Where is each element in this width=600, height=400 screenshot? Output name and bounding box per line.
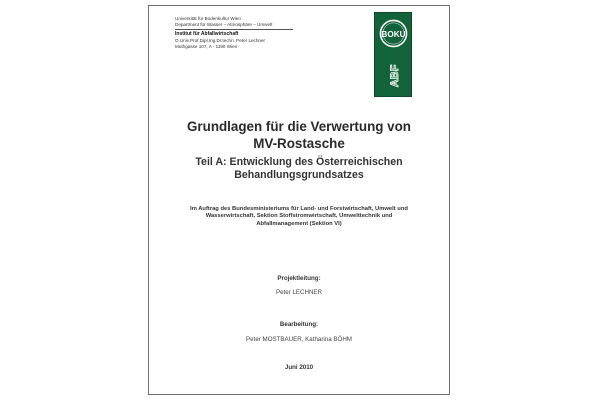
publication-date: Juni 2010 xyxy=(284,364,314,371)
commission-line-3: Abfallmanagement (Sektion VI) xyxy=(256,220,342,227)
department-name: Department für Wasser – Atmosphäre – Umwelt xyxy=(175,22,273,27)
institute-name: Institut für Abfallwirtschaft xyxy=(175,31,239,37)
subtitle-line-1: Teil A: Entwicklung des Österreichischen xyxy=(195,156,403,168)
document-page xyxy=(148,5,450,395)
processing-label: Bearbeitung: xyxy=(279,321,319,328)
title-line-1: Grundlagen für die Verwertung von xyxy=(187,119,411,134)
document-subtitle xyxy=(149,156,449,182)
commission-line-1: Im Auftrag des Bundesministeriums für Land- und Forstwirtschaft, Umwelt und xyxy=(190,206,408,212)
professor-name: O.Univ.Prof.Dipl.Ing.Dr.techn. Peter Lechner xyxy=(175,38,266,43)
processing-names: Peter MOSTBAUER, Katharina BÖHM xyxy=(246,336,352,343)
project-lead-label: Projektleitung: xyxy=(277,275,321,282)
seal-text: BOKU xyxy=(381,29,406,39)
boku-abf-logo xyxy=(374,12,412,97)
abf-mark-icon xyxy=(379,59,409,93)
commission-statement xyxy=(179,206,419,228)
commission-line-2: Wasserwirtschaft, Sektion Stoffstromwirtschaft, Umwelttechnik und xyxy=(205,213,393,220)
project-lead-name: Peter LECHNER xyxy=(275,289,323,296)
boku-seal-icon xyxy=(379,19,408,48)
subtitle-line-2: Behandlungsgrundsatzes xyxy=(234,169,364,181)
abf-mark-text: ABF xyxy=(389,64,401,88)
document-title xyxy=(149,118,449,152)
header-divider xyxy=(175,29,293,30)
university-name: Universität für Bodenkultur Wien xyxy=(175,16,241,21)
title-line-2: MV-Rostasche xyxy=(253,136,345,151)
institution-header xyxy=(175,16,345,50)
institute-address: Muthgasse 107, A - 1190 Wien xyxy=(175,44,238,49)
